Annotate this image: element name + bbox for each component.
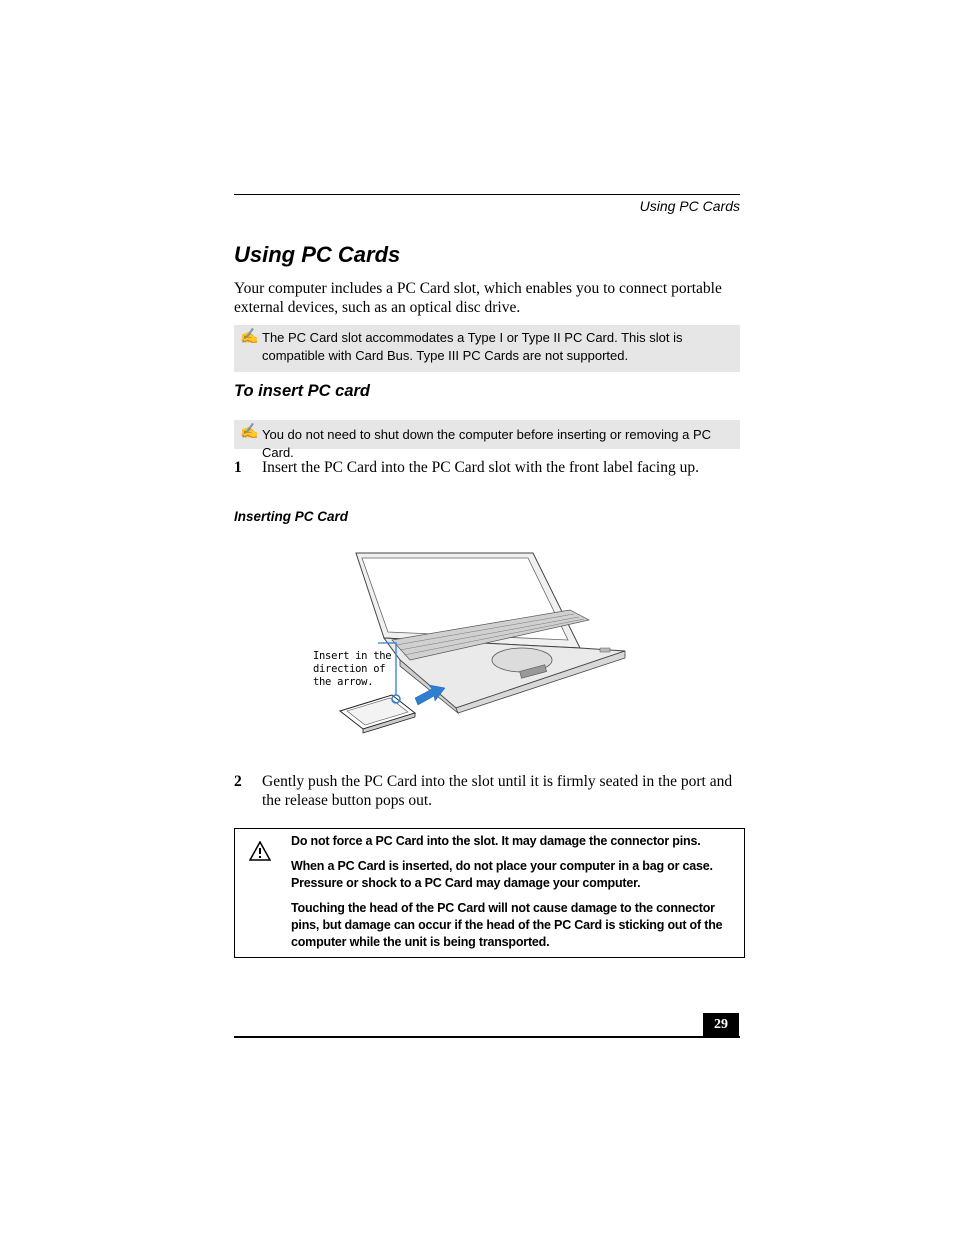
page-title: Using PC Cards [234,242,401,267]
page-number: 29 [703,1013,739,1037]
figure-caption: Inserting PC Card [234,509,349,524]
subsection-title: To insert PC card [234,382,371,400]
step-number: 2 [234,773,242,790]
note-box [234,325,740,372]
callout-line: direction of [313,663,386,675]
footer-rule [234,1036,740,1038]
callout-line: Insert in the [313,650,392,662]
step-item [234,458,740,477]
note-text: The PC Card slot accommodates a Type I or Type II PC Card. This slot is compatible with Card Bus. Type III PC Cards are not supported. [262,330,683,363]
step-number: 1 [234,459,242,476]
step-text: Gently push the PC Card into the slot until it is firmly seated in the port and the release button pops out. [262,773,733,809]
pen-note-icon: ✍ [240,328,259,345]
warning-paragraph: Touching the head of the PC Card will not cause damage to the connector pins, but damage can occur if the head of the PC Card is sticking out of the computer while the unit is being transported. [291,901,723,949]
callout-line: the arrow. [313,676,374,688]
note-box [234,420,740,460]
warning-paragraph: Do not force a PC Card into the slot. It may damage the connector pins. [291,834,701,848]
running-head: Using PC Cards [639,198,740,214]
warning-paragraph: When a PC Card is inserted, do not place your computer in a bag or case. Pressure or shock to a PC Card may damage your computer. [291,859,713,890]
warning-triangle-icon [249,841,271,861]
header-rule [234,194,740,195]
step-text: Insert the PC Card into the PC Card slot with the front label facing up. [262,459,699,476]
note-text: You do not need to shut down the computer before inserting or removing a PC Card. [262,427,712,460]
warning-box [234,828,745,958]
pen-note-icon: ✍ [240,423,259,440]
step-item [234,772,740,810]
figure-callout [313,650,403,689]
laptop-pc-card-illustration [300,548,640,743]
intro-paragraph: Your computer includes a PC Card slot, which enables you to connect portable external devices, such as an optical disc drive. [234,280,722,316]
